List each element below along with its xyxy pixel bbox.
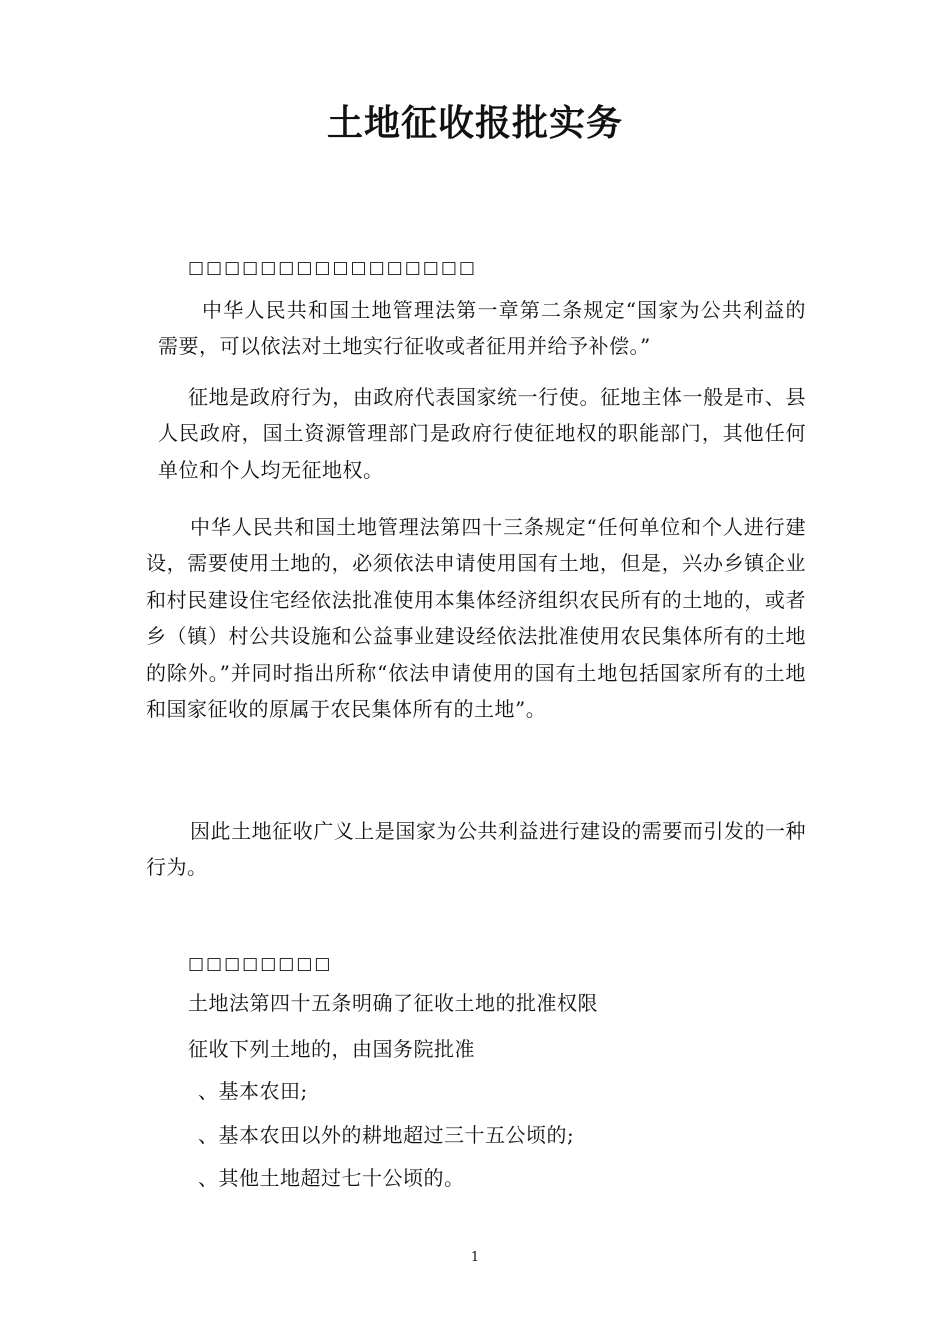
document-title: 土地征收报批实务 (326, 102, 623, 144)
section-heading-1: □□□□□□□□□□□□□□□□ (188, 258, 477, 278)
list-item: 、基本农田; (198, 1079, 308, 1103)
list-item: 、其他土地超过七十公顷的。 (198, 1166, 465, 1190)
section-heading-2: □□□□□□□□ (188, 954, 333, 974)
body-line-1: 土地法第四十五条明确了征收土地的批准权限 (188, 991, 598, 1015)
page-number: 1 (470, 1250, 480, 1265)
body-line-2: 征收下列土地的，由国务院批准 (188, 1037, 475, 1061)
paragraph-4: 因此土地征收广义上是国家为公共利益进行建设的需要而引发的一种行为。 (146, 819, 806, 880)
paragraph-3: 中华人民共和国土地管理法第四十三条规定“任何单位和个人进行建设，需要使用土地的，必须依法申请使用国有土地，但是，兴办乡镇企业和村民建设住宅经依法批准使用本集体经济组织农民所有的土地的，或者乡（镇）村公共设施和公益事业建设经依法批准使用农民集体所有的土地的除外。”并同时指出所称“依法申请使用的国有土地包括国家所有的土地和国家征收的原属于农民集体所有的土地”。 (146, 515, 806, 722)
paragraph-2: 征地是政府行为，由政府代表国家统一行使。征地主体一般是市、县人民政府，国土资源管理部门是政府行使征地权的职能部门，其他任何单位和个人均无征地权。 (158, 385, 806, 482)
list-item: 、基本农田以外的耕地超过三十五公顷的; (198, 1123, 575, 1147)
paragraph-1: 中华人民共和国土地管理法第一章第二条规定“国家为公共利益的需要，可以依法对土地实行征收或者征用并给予补偿。” (158, 298, 806, 359)
